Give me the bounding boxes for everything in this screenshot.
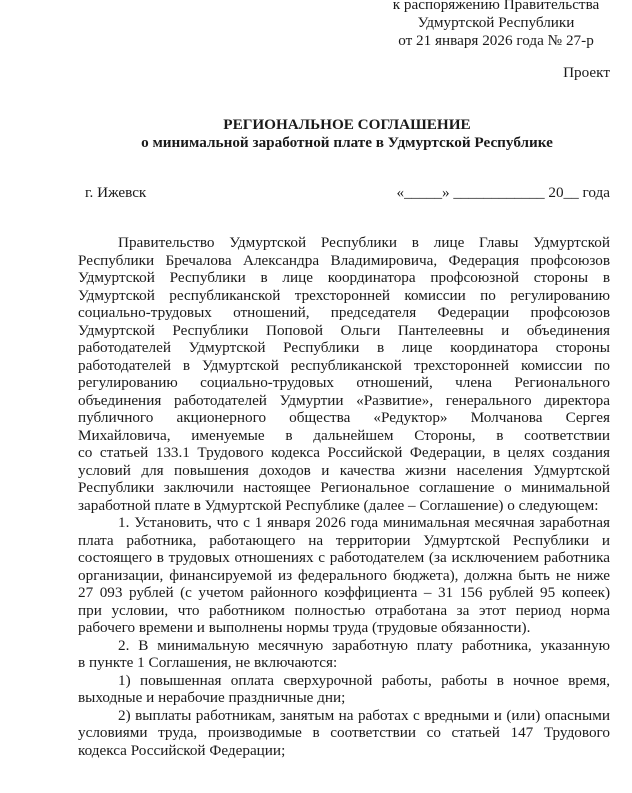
text-line: 1. Установить, что с 1 января 2026 года минимальная месячная заработная xyxy=(118,514,610,531)
approval-line: Удмуртской Республики xyxy=(417,14,575,31)
text-line: организации, финансируемой из федерального бюджета), должна быть не ниже xyxy=(78,566,610,584)
text-line: работодателей Удмуртской Республики в лице координатора стороны xyxy=(78,339,610,356)
paragraph xyxy=(78,234,610,514)
text-line: при условии, что работником полностью отработана за этот период норма xyxy=(78,601,610,619)
text-line: рабочего времени и выполнены нормы труда (трудовые обязанности). xyxy=(78,619,531,636)
text-line: работодателей в Удмуртской республиканской трехсторонней комиссии по xyxy=(78,356,610,374)
paragraph xyxy=(78,672,610,707)
text-line: 27 093 рублей (с учетом районного коэффициента – 31 156 рублей 95 копеек) xyxy=(78,584,610,601)
text-line: условиями труда, производимые в соответствии со статьей 147 Трудового xyxy=(78,724,610,741)
date-blank: «_____» ____________ 20__ года xyxy=(396,184,610,201)
document-subtitle: о минимальной заработной плате в Удмуртской Республике xyxy=(141,134,553,151)
text-line: социально-трудовых отношений, председателя Федерации профсоюзов xyxy=(78,304,610,321)
text-line: 2) выплаты работникам, занятым на работах с вредными и (или) опасными xyxy=(118,706,610,724)
text-line: кодекса Российской Федерации; xyxy=(78,741,286,759)
text-line: объединения работодателей Удмуртии «Развитие», генерального директора xyxy=(78,391,610,409)
text-line: Михайловича, именуемые в дальнейшем Стороны, в соответствии xyxy=(78,426,610,444)
text-line: состоящего в трудовых отношениях с работодателем (за исключением работника xyxy=(78,549,610,566)
paragraph xyxy=(78,707,610,760)
text-line: Удмуртской республиканской трехсторонней комиссии по регулированию xyxy=(78,286,610,304)
city: г. Ижевск xyxy=(85,184,147,201)
paragraph xyxy=(78,514,610,637)
draft-label: Проект xyxy=(563,64,610,81)
text-line: Удмуртской Республики Поповой Ольги Пантелеевны и объединения xyxy=(78,321,610,339)
text-line: публичного акционерного общества «Редуктор» Молчанова Сергея xyxy=(78,409,610,426)
approval-line: к распоряжению Правительства xyxy=(392,0,600,13)
text-line: плата работника, работающего на территории Удмуртской Республики и xyxy=(78,531,610,549)
document-title: РЕГИОНАЛЬНОЕ СОГЛАШЕНИЕ xyxy=(223,116,471,133)
text-line: Республики заключили настоящее Региональное соглашение о минимальной xyxy=(78,479,610,496)
text-line: со статьей 133.1 Трудового кодекса Российской Федерации, в целях создания xyxy=(78,444,610,461)
text-line: 2. В минимальную месячную заработную плату работника, указанную xyxy=(118,636,610,654)
text-line: Удмуртской Республики в лице координатора профсоюзной стороны в xyxy=(78,269,610,286)
paragraph xyxy=(78,637,610,672)
text-line: выходные и нерабочие праздничные дни; xyxy=(78,689,346,706)
text-line: заработной плате в Удмуртской Республике (далее – Соглашение) о следующем: xyxy=(78,496,599,514)
text-line: регулированию социально-трудовых отношений, члена Регионального xyxy=(78,374,610,391)
text-line: Правительство Удмуртской Республики в лице Главы Удмуртской xyxy=(118,234,610,251)
approval-line: от 21 января 2026 года № 27-р xyxy=(398,32,594,49)
text-line: 1) повышенная оплата сверхурочной работы, работы в ночное время, xyxy=(118,671,610,689)
text-line: Республики Бречалова Александра Владимировича, Федерация профсоюзов xyxy=(78,251,610,269)
document-body xyxy=(78,234,610,759)
text-line: условий для повышения доходов и качества жизни населения Удмуртской xyxy=(78,461,610,479)
text-line: в пункте 1 Соглашения, не включаются: xyxy=(78,654,338,671)
